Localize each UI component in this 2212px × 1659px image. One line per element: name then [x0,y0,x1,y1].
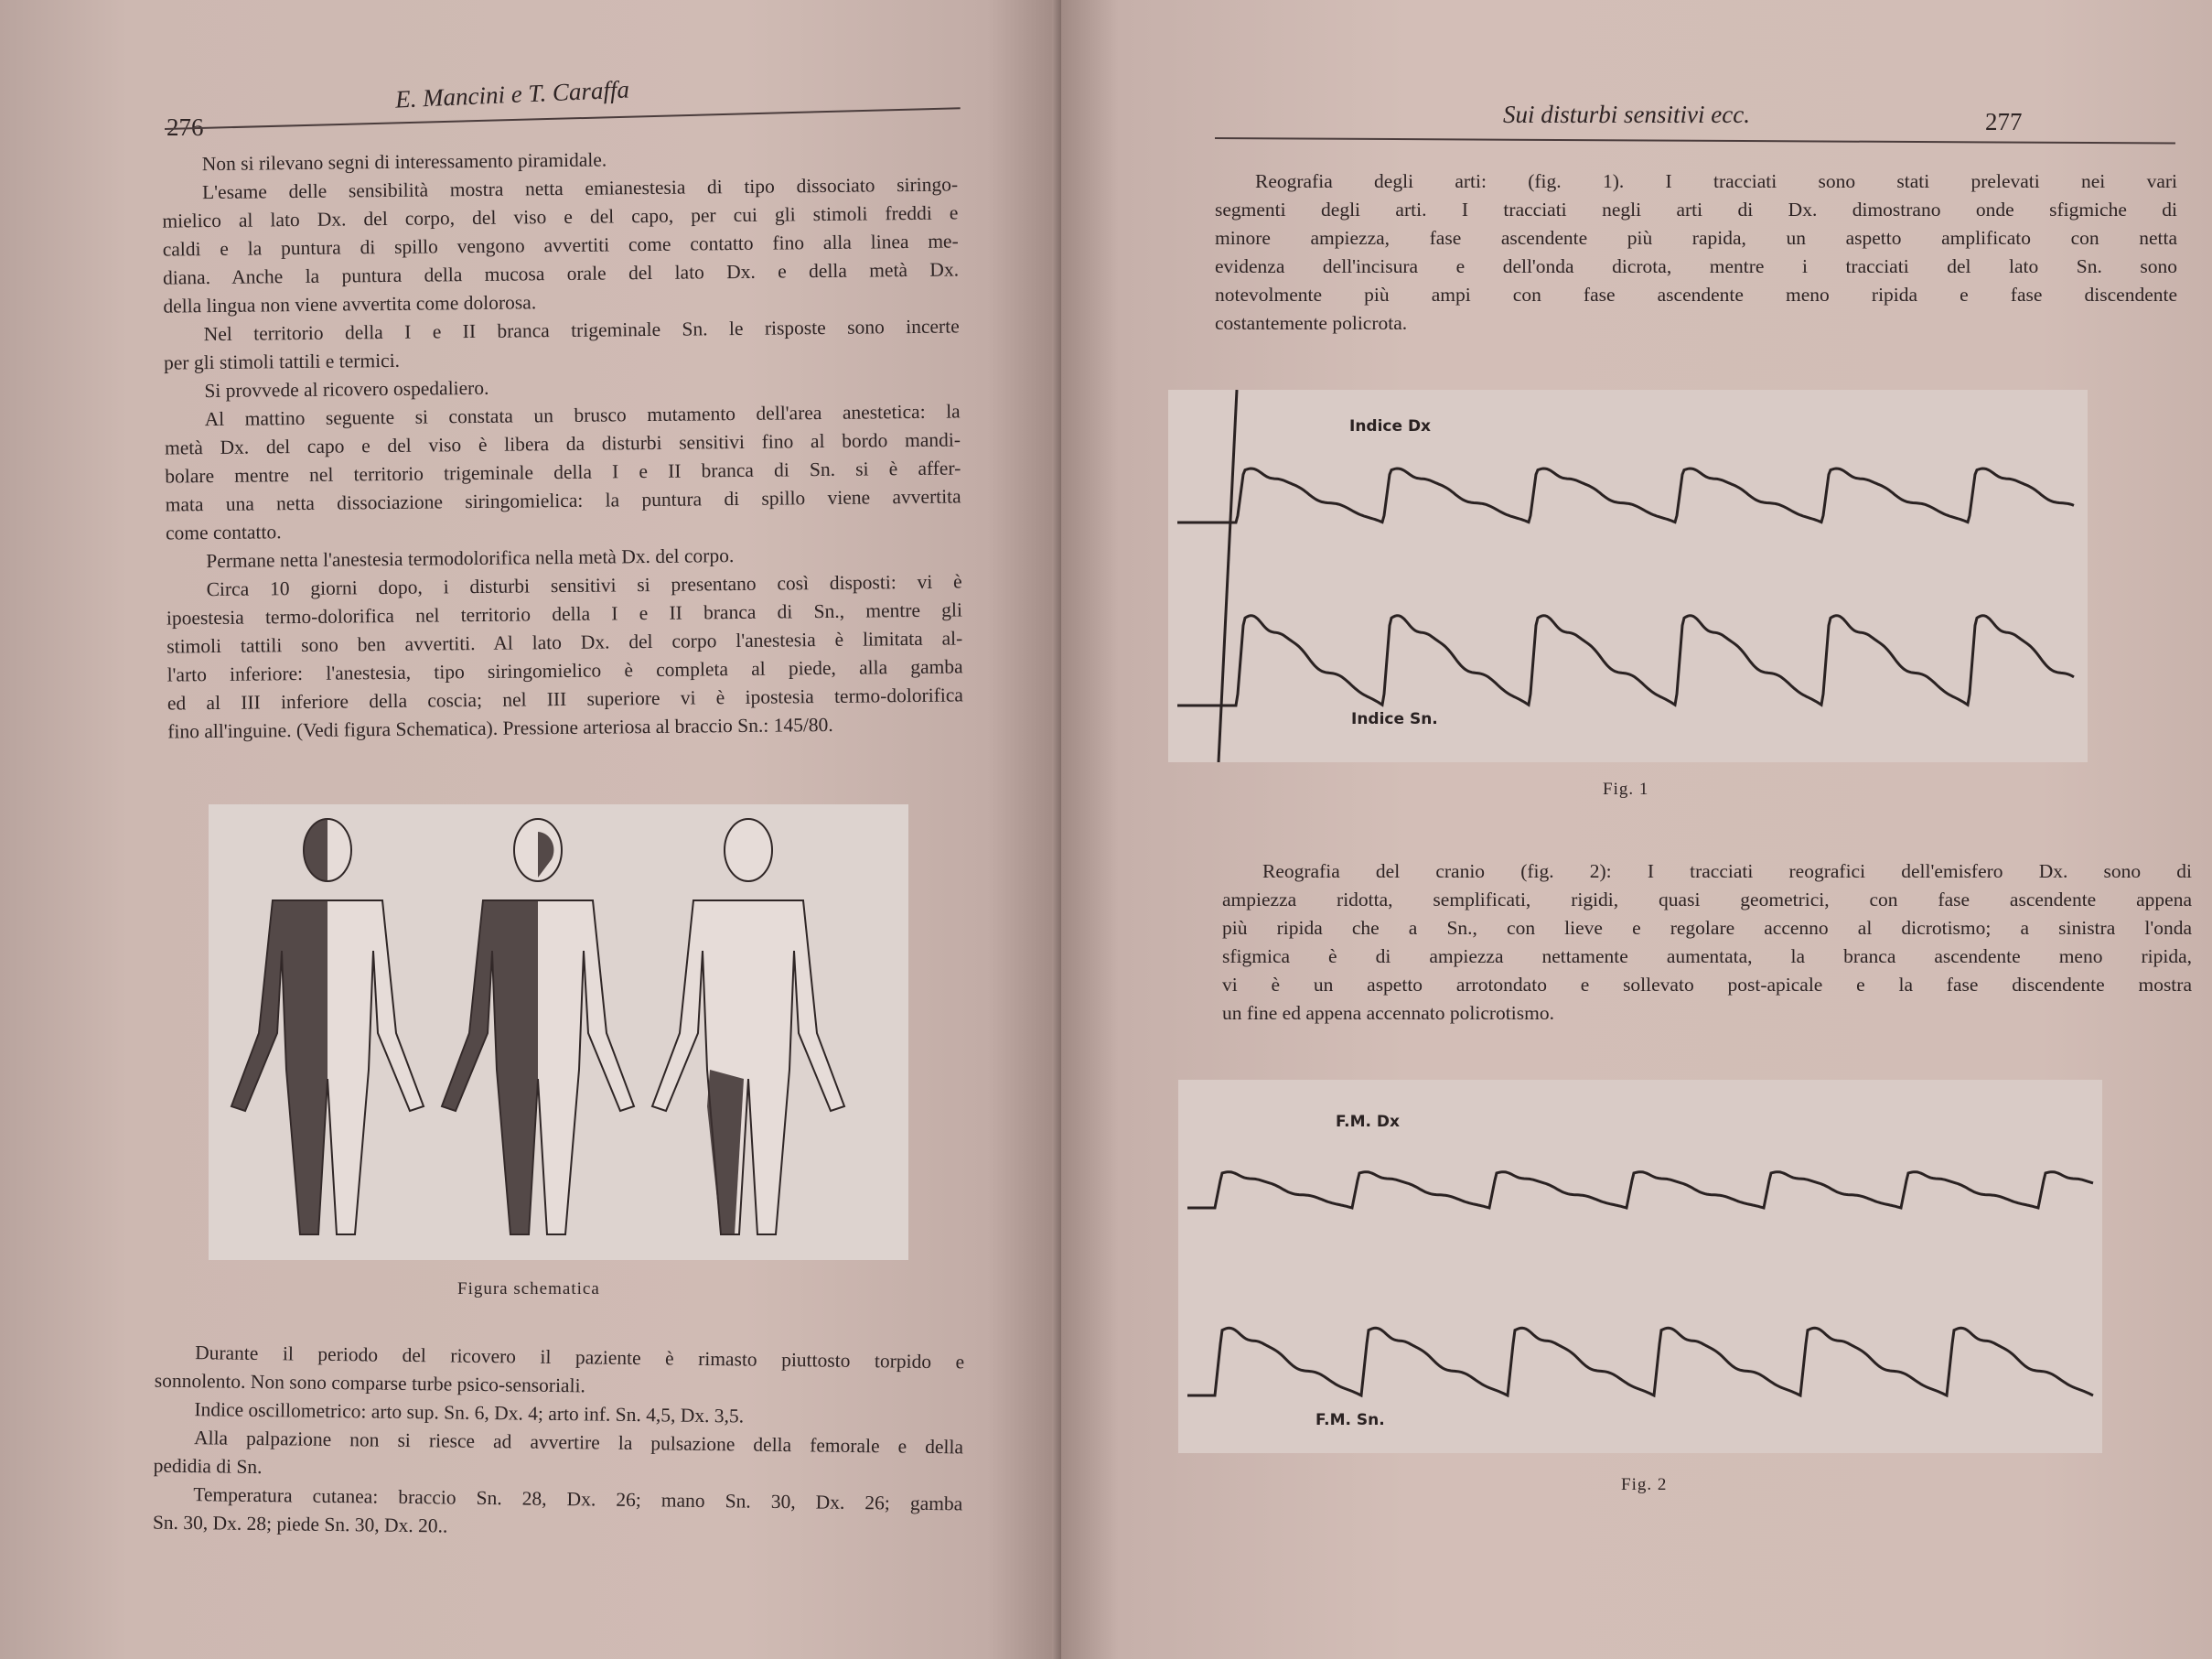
text-line: Circa 10 giorni dopo, i disturbi sensitivi si presentano così disposti: vi è [206,570,962,601]
text-line: sonnolento. Non sono comparse turbe psico-sensoriali. [154,1369,586,1397]
text-line: diana. Anche la puntura della mucosa orale del lato Dx. e della metà Dx. [162,258,960,289]
running-head: Sui disturbi sensitivi ecc. [1503,101,1750,128]
page-number: 277 [1985,108,2023,135]
text-line: fino all'inguine. (Vedi figura Schematica). Pressione arteriosa al braccio Sn.: 145/80. [167,713,833,743]
trace-label-fm-sn: F.M. Sn. [1315,1411,1385,1429]
left-page [0,0,1061,1659]
text-line: Durante il periodo del ricovero il paziente è rimasto piuttosto torpido e [195,1341,965,1374]
figure-2-reogram [1178,1080,2102,1453]
body-text-top [162,142,964,746]
body-text-bottom [153,1339,965,1547]
text-line: Reografia degli arti: (fig. 1). I tracciati sono stati prelevati nei vari [1255,170,2177,192]
text-line: Alla palpazione non si riesce ad avvertire la pulsazione della femorale e della [193,1427,964,1459]
figure-1-caption: Fig. 1 [1603,780,1649,799]
text-line: più ripida che a Sn., con lieve e regolare accenno al dicrotismo; a sinistra l'onda [1222,917,2192,939]
body-diagram-1 [231,819,424,1234]
body-text-top [1215,167,2177,338]
text-line: notevolmente più ampi con fase ascendente meno ripida e fase discendente [1215,284,2177,306]
text-line: ampiezza ridotta, semplificati, rigidi, quasi geometrici, con fase ascendente appena [1222,889,2192,910]
trace-fm-sn [1187,1328,2093,1395]
figure-2-caption: Fig. 2 [1621,1475,1668,1494]
fig1-traces [1168,390,2088,762]
text-line: evidenza dell'incisura e dell'onda dicrota, mentre i tracciati del lato Sn. sono [1215,255,2177,277]
text-line: un fine ed appena accennato policrotismo. [1222,1002,1554,1024]
text-line: Indice oscillometrico: arto sup. Sn. 6, Dx. 4; arto inf. Sn. 4,5, Dx. 3,5. [194,1398,745,1427]
text-line: Reografia del cranio (fig. 2): I tracciati reografici dell'emisfero Dx. sono di [1262,860,2192,882]
text-line: l'arto inferiore: l'anestesia, tipo siringomielico è completa al piede, alla gamba [166,655,963,686]
schematic-figure [209,804,908,1260]
text-line: Nel territorio della I e II branca trigeminale Sn. le risposte sono incerte [203,315,960,346]
text-line: ed al III inferiore della coscia; nel III superiore vi è ipostesia termo-dolorifica [166,684,964,715]
body-diagram-3 [652,819,844,1234]
text-line: come contatto. [165,521,282,544]
text-line: ipoestesia termo-dolorifica nel territorio della I e II branca di Sn., mentre gli [166,598,963,630]
fig2-traces [1178,1080,2102,1453]
trace-indice-sn [1177,616,2074,706]
text-line: bolare mentre nel territorio trigeminale della I e II branca di Sn. si è affer- [165,457,961,488]
text-line: per gli stimoli tattili e termici. [163,349,401,374]
text-line: minore ampiezza, fase ascendente più rapida, un aspetto amplificato con netta [1215,227,2177,249]
trace-label-fm-dx: F.M. Dx [1336,1113,1400,1131]
text-line: L'esame delle sensibilità mostra netta emianestesia di tipo dissociato siringo- [201,173,959,204]
text-line: stimoli tattili sono ben avvertiti. Al lato Dx. del corpo l'anestesia è limitata al- [166,627,963,658]
text-line: Si provvede al ricovero ospedaliero. [204,376,489,403]
running-head: E. Mancini e T. Caraffa [394,75,630,113]
text-line: della lingua non viene avvertita come dolorosa. [163,291,537,318]
text-line: costantemente policrota. [1215,312,1408,334]
text-line: vi è un aspetto arrotondato e sollevato post-apicale e la fase discendente mostra [1222,974,2192,996]
trace-indice-dx [1177,469,2074,522]
text-line: segmenti degli arti. I tracciati negli arti di Dx. dimostrano onde sfigmiche di [1215,199,2177,221]
body-diagram-2 [442,819,634,1234]
figure-1-reogram [1168,390,2088,762]
text-line: sfigmica è di ampiezza nettamente aumentata, la branca ascendente meno ripida, [1222,945,2192,967]
body-diagrams [209,804,908,1260]
trace-label-indice-sn: Indice Sn. [1351,710,1438,728]
text-line: metà Dx. del capo e del viso è libera da disturbi sensitivi fino al bordo mandi- [164,428,961,459]
text-line: Sn. 30, Dx. 28; piede Sn. 30, Dx. 20.. [152,1511,448,1537]
text-line: pedidia di Sn. [153,1454,263,1479]
text-line: mielico al lato Dx. del corpo, del viso e del capo, per cui gli stimoli freddi e [162,201,959,232]
page-number: 276 [166,113,204,141]
right-page [1061,0,2212,1659]
body-text-middle [1222,857,2192,1028]
header-rule [1215,137,2175,144]
text-line: Temperatura cutanea: braccio Sn. 28, Dx. 26; mano Sn. 30, Dx. 26; gamba [193,1483,963,1515]
trace-fm-dx [1187,1172,2093,1208]
text-line: Al mattino seguente si constata un brusco mutamento dell'area anestetica: la [204,400,961,431]
figure-caption: Figura schematica [457,1279,600,1298]
text-line: mata una netta dissociazione siringomielica: la puntura di spillo viene avvertita [165,485,961,516]
text-line: caldi e la puntura di spillo vengono avvertiti come contatto fino alla linea me- [162,230,959,261]
trace-label-indice-dx: Indice Dx [1349,417,1432,436]
header-rule [165,107,961,130]
text-line: Non si rilevano segni di interessamento piramidale. [201,148,607,176]
text-line: Permane netta l'anestesia termodolorifica nella metà Dx. del corpo. [206,544,735,573]
